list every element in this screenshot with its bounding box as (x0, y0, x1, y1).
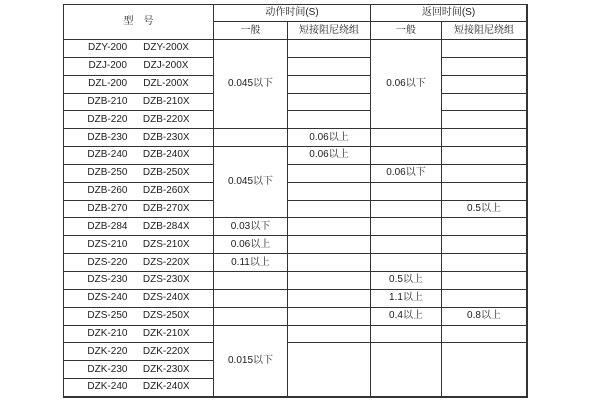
cell-return-damping-r4 (442, 94, 527, 112)
cell-action-general-r14 (214, 272, 288, 290)
cell-model-dzs-210 (64, 236, 214, 254)
cell-action-general-r16 (214, 308, 288, 326)
cell-model-dzk-240 (64, 379, 214, 397)
cell-return-general-r8: 0.06以下 (371, 165, 442, 183)
cell-return-damping-r2 (442, 58, 527, 76)
model-name: DZB-220 (87, 113, 128, 125)
model-name: DZJ-200 (88, 60, 127, 72)
cell-action-damping-r10 (288, 201, 371, 219)
cell-return-damping-r16: 0.8以上 (442, 308, 527, 326)
model-name-x: DZL-200X (143, 78, 189, 90)
cell-return-general-r7 (371, 147, 442, 165)
cell-return-damping-r13 (442, 254, 527, 272)
cell-return-damping-r6 (442, 129, 527, 147)
cell-model-dzb-210 (64, 94, 214, 112)
cell-action-damping-r8 (288, 165, 371, 183)
cell-model-dzs-250 (64, 308, 214, 326)
cell-action-damping-r1 (288, 40, 371, 58)
model-name: DZS-240 (87, 292, 128, 304)
cell-return-general-r6 (371, 129, 442, 147)
cell-action-general-r12: 0.06以上 (214, 236, 288, 254)
cell-action-damping-r17 (288, 326, 371, 344)
cell-action-damping-r7: 0.06以上 (288, 147, 371, 165)
model-name: DZS-250 (87, 310, 128, 322)
cell-action-damping-r12 (288, 236, 371, 254)
cell-return-general-r18 (371, 343, 442, 397)
model-name-x: DZK-220X (142, 345, 190, 357)
header-action-general: 一般 (214, 22, 288, 40)
cell-return-damping-r8 (442, 165, 527, 183)
cell-model-dzk-210 (64, 326, 214, 344)
model-name-x: DZB-240X (142, 149, 190, 161)
header-return-time: 返回时间(S) (371, 5, 527, 22)
cell-return-general-r10 (371, 201, 442, 219)
model-name-x: DZB-284X (142, 220, 190, 232)
cell-return-general-r14: 0.5以上 (371, 272, 442, 290)
cell-action-damping-r13 (288, 254, 371, 272)
cell-model-dzs-240 (64, 290, 214, 308)
cell-return-general-r12 (371, 236, 442, 254)
cell-action-damping-r18 (288, 343, 371, 397)
cell-model-dzb-250 (64, 165, 214, 183)
cell-return-general-r16: 0.4以上 (371, 308, 442, 326)
model-name: DZS-220 (87, 256, 128, 268)
cell-action-damping-r14 (288, 272, 371, 290)
model-name-x: DZS-230X (142, 274, 190, 286)
cell-action-general-r17: 0.015以下 (214, 326, 288, 397)
cell-model-dzb-240 (64, 147, 214, 165)
model-name-x: DZB-250X (142, 167, 190, 179)
model-name: DZK-220 (87, 345, 128, 357)
cell-return-damping-r14 (442, 272, 527, 290)
cell-action-damping-r9 (288, 183, 371, 201)
cell-action-damping-r11 (288, 218, 371, 236)
cell-action-damping-r2 (288, 58, 371, 76)
cell-model-dzj-200 (64, 58, 214, 76)
cell-model-dzs-220 (64, 254, 214, 272)
model-name-x: DZY-200X (143, 42, 189, 54)
relay-spec-table (63, 4, 528, 398)
cell-action-general-r15 (214, 290, 288, 308)
cell-action-general-r11: 0.03以下 (214, 218, 288, 236)
cell-return-damping-r9 (442, 183, 527, 201)
model-name: DZL-200 (88, 78, 128, 90)
cell-action-damping-r15 (288, 290, 371, 308)
cell-model-dzy-200 (64, 40, 214, 58)
cell-model-dzb-284 (64, 218, 214, 236)
cell-return-damping-r7 (442, 147, 527, 165)
model-name-x: DZK-240X (142, 381, 190, 393)
header-return-damping: 短接阻尼绕组 (442, 22, 527, 40)
model-name: DZS-210 (87, 238, 128, 250)
cell-return-damping-r12 (442, 236, 527, 254)
cell-return-general-r11 (371, 218, 442, 236)
model-name: DZK-230 (87, 363, 128, 375)
cell-model-dzb-230 (64, 129, 214, 147)
cell-action-damping-r3 (288, 76, 371, 94)
model-name: DZS-230 (87, 274, 128, 286)
cell-return-damping-r11 (442, 218, 527, 236)
cell-return-damping-r18 (442, 343, 527, 397)
model-name: DZB-284 (87, 220, 128, 232)
cell-return-damping-r17 (442, 326, 527, 344)
cell-return-damping-r15 (442, 290, 527, 308)
header-return-general: 一般 (371, 22, 442, 40)
model-name-x: DZJ-200X (143, 60, 189, 72)
cell-return-general-r15: 1.1以上 (371, 290, 442, 308)
cell-model-dzk-220 (64, 343, 214, 361)
cell-model-dzb-260 (64, 183, 214, 201)
cell-model-dzk-230 (64, 361, 214, 379)
header-action-damping: 短接阻尼绕组 (288, 22, 371, 40)
cell-model-dzb-270 (64, 201, 214, 219)
cell-action-damping-r4 (288, 94, 371, 112)
cell-action-general-r6 (214, 129, 288, 147)
cell-action-damping-r5 (288, 111, 371, 129)
model-name-x: DZB-270X (142, 203, 190, 215)
model-name-x: DZK-230X (142, 363, 190, 375)
model-name-x: DZB-220X (142, 113, 190, 125)
model-name: DZB-260 (87, 185, 128, 197)
cell-return-general-r1: 0.06以下 (371, 40, 442, 129)
cell-model-dzb-220 (64, 111, 214, 129)
model-name: DZB-270 (87, 203, 128, 215)
cell-action-damping-r6: 0.06以上 (288, 129, 371, 147)
model-name-x: DZS-240X (142, 292, 190, 304)
header-action-time: 动作时间(S) (214, 5, 371, 22)
cell-model-dzs-230 (64, 272, 214, 290)
model-name: DZB-250 (87, 167, 128, 179)
model-name-x: DZB-210X (142, 95, 190, 107)
model-name: DZY-200 (88, 42, 128, 54)
model-name: DZK-240 (87, 381, 128, 393)
model-name: DZB-240 (87, 149, 128, 161)
cell-action-damping-r16 (288, 308, 371, 326)
model-name-x: DZB-260X (142, 185, 190, 197)
model-name: DZK-210 (87, 327, 128, 339)
cell-return-general-r13 (371, 254, 442, 272)
cell-return-damping-r5 (442, 111, 527, 129)
model-name-x: DZS-250X (142, 310, 190, 322)
header-model: 型 号 (64, 5, 214, 40)
model-name-x: DZK-210X (142, 327, 190, 339)
cell-return-damping-r3 (442, 76, 527, 94)
cell-action-general-r7: 0.045以下 (214, 147, 288, 218)
cell-return-damping-r1 (442, 40, 527, 58)
cell-return-general-r17 (371, 326, 442, 344)
model-name-x: DZS-220X (142, 256, 190, 268)
cell-action-general-r1: 0.045以下 (214, 40, 288, 129)
cell-return-damping-r10: 0.5以上 (442, 201, 527, 219)
cell-return-general-r9 (371, 183, 442, 201)
model-name: DZB-210 (87, 95, 128, 107)
model-name: DZB-230 (87, 131, 128, 143)
model-name-x: DZS-210X (142, 238, 190, 250)
cell-action-general-r13: 0.11以上 (214, 254, 288, 272)
cell-model-dzl-200 (64, 76, 214, 94)
model-name-x: DZB-230X (142, 131, 190, 143)
